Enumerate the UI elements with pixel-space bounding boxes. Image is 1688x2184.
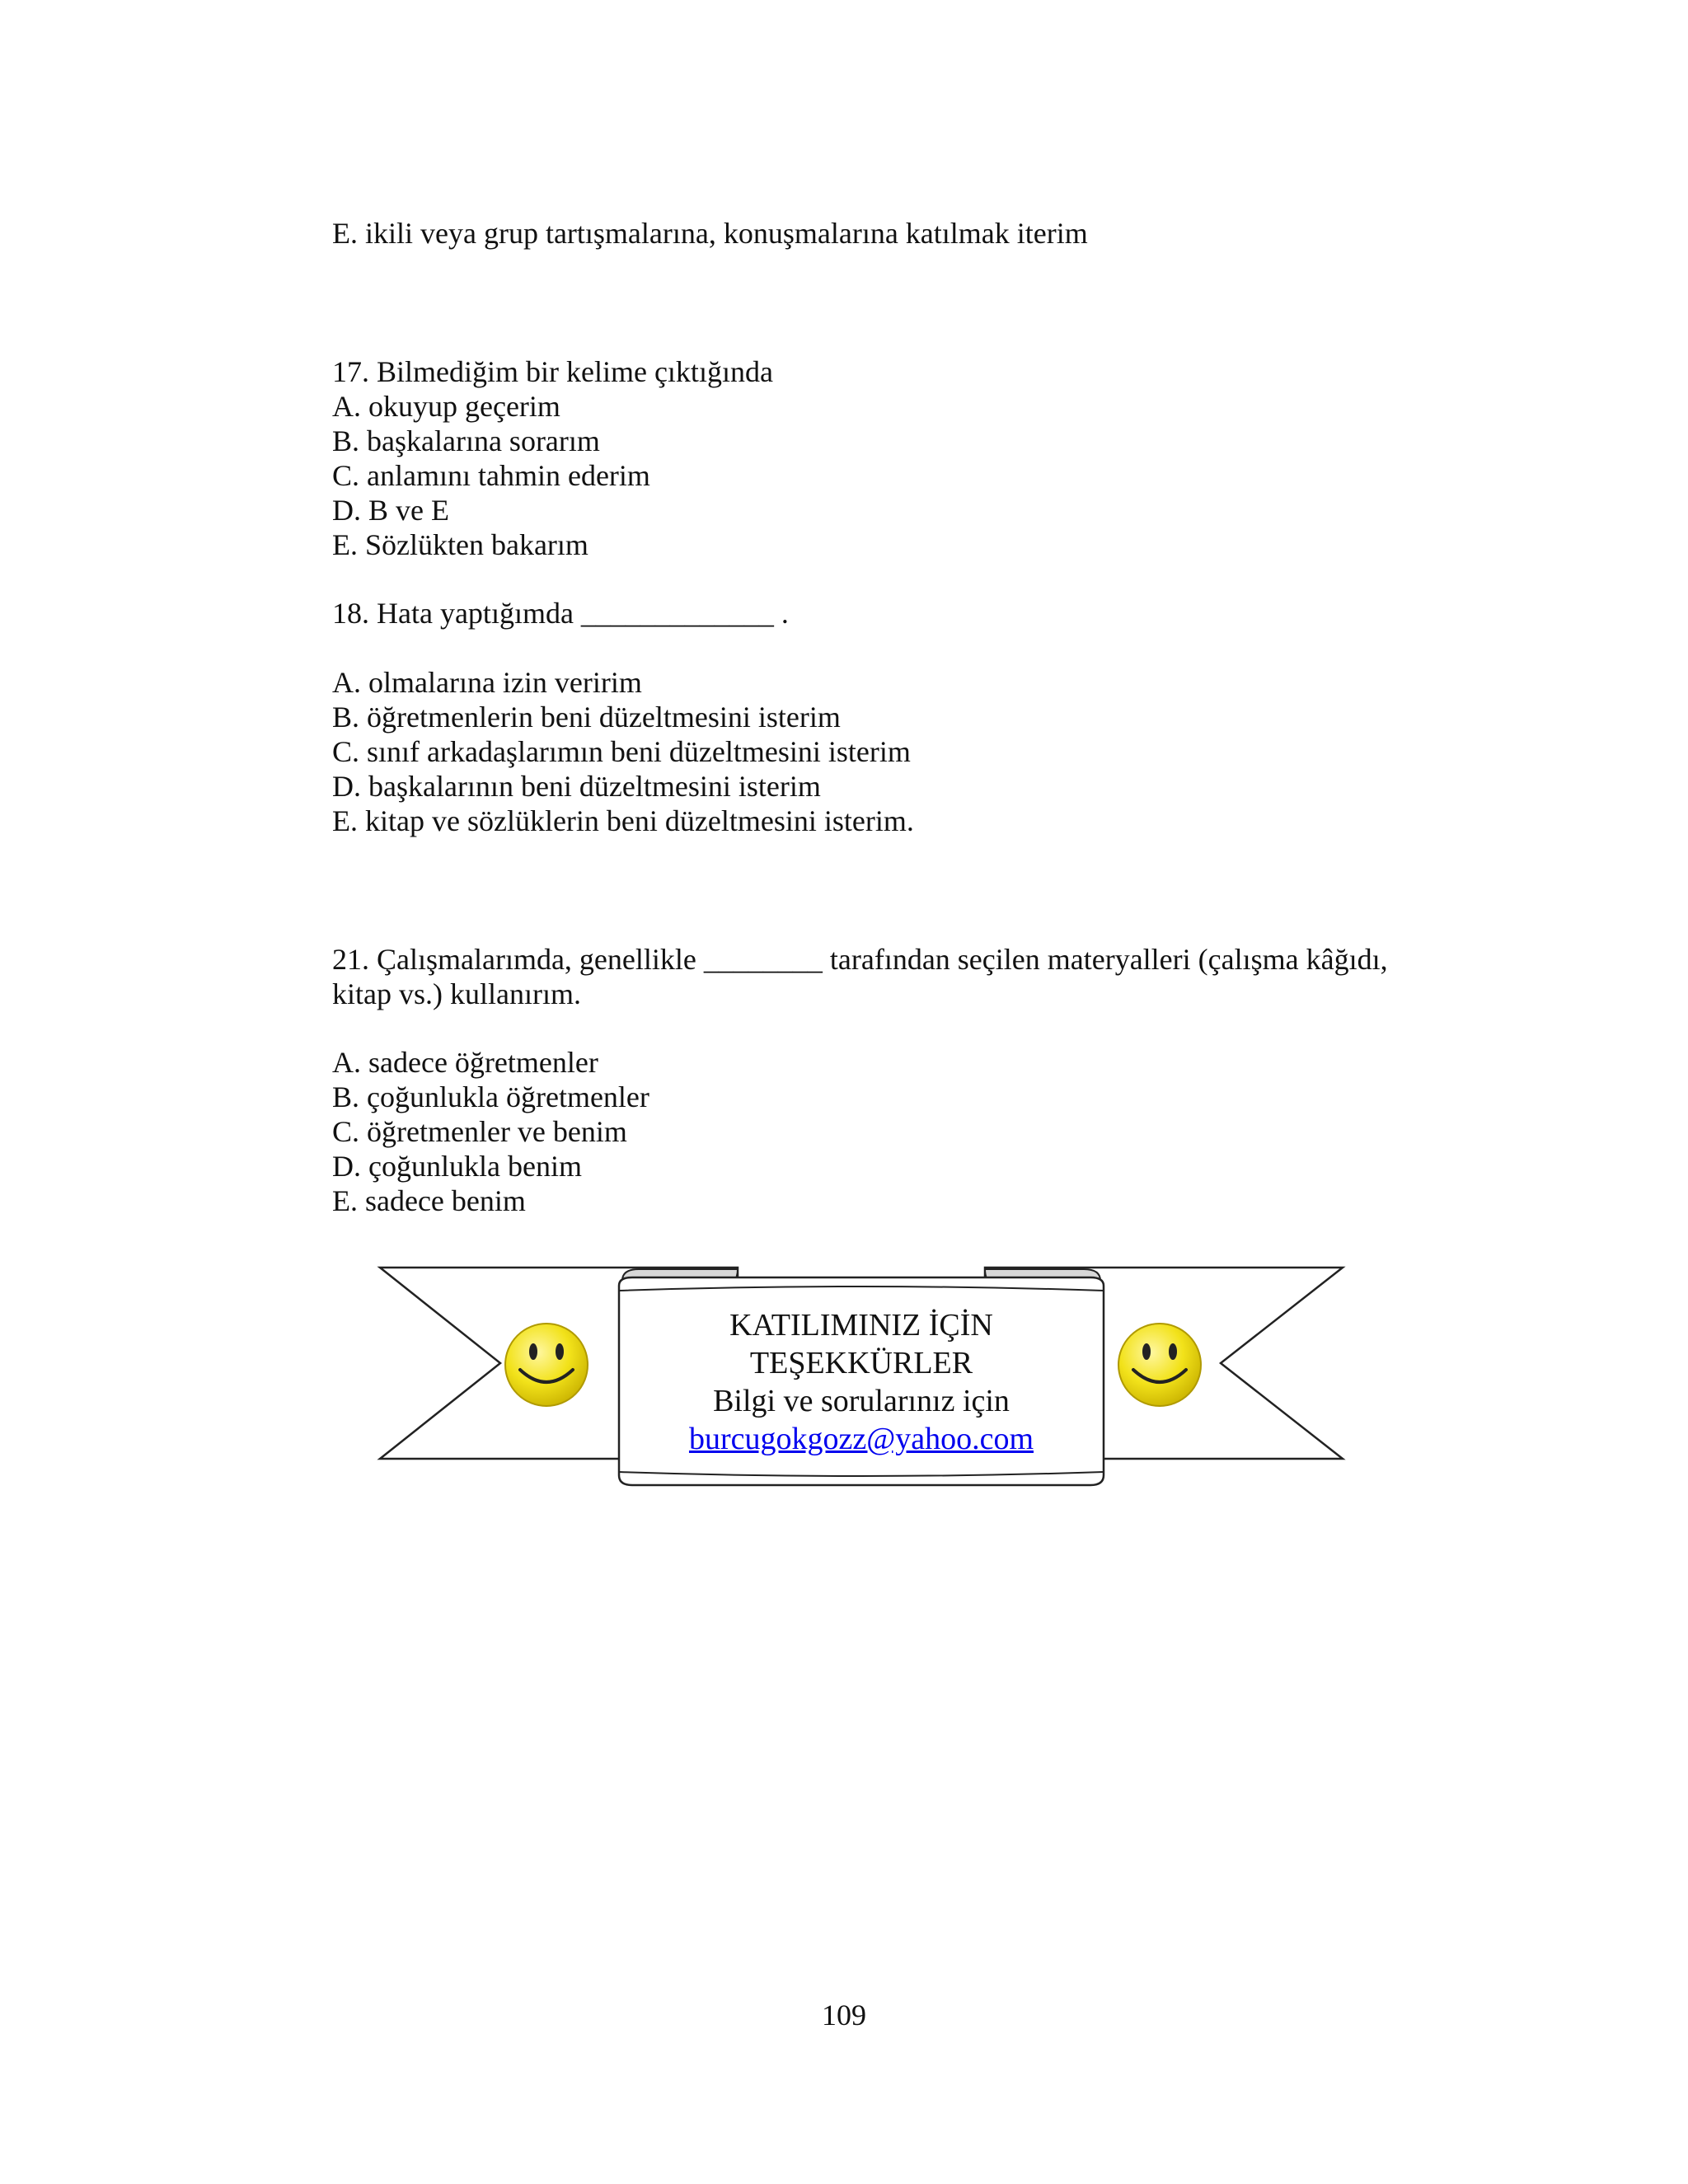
banner-line-3: Bilgi ve sorularınız için: [713, 1384, 1010, 1418]
q21-option-c: C. öğretmenler ve benim: [332, 1115, 627, 1148]
q16-option-e: E. ikili veya grup tartışmalarına, konuşmalarına katılmak iterim: [332, 217, 1088, 250]
q21-option-d: D. çoğunlukla benim: [332, 1150, 582, 1183]
q18-option-a: A. olmalarına izin veririm: [332, 666, 642, 699]
q17-option-c: C. anlamını tahmin ederim: [332, 459, 650, 492]
page-number: 109: [822, 1999, 866, 2032]
q17-option-b: B. başkalarına sorarım: [332, 424, 600, 457]
q21-option-e: E. sadece benim: [332, 1184, 526, 1217]
q21-option-a: A. sadece öğretmenler: [332, 1046, 598, 1079]
thank-you-banner: [375, 1261, 1348, 1492]
banner-line-1: KATILIMINIZ İÇİN: [729, 1308, 993, 1343]
smiley-face-icon: [505, 1324, 588, 1406]
q17-option-d: D. B ve E: [332, 494, 449, 527]
q18-option-c: C. sınıf arkadaşlarımın beni düzeltmesini isterim: [332, 735, 911, 768]
q17-question: 17. Bilmediğim bir kelime çıktığında: [332, 355, 773, 388]
q17-option-a: A. okuyup geçerim: [332, 390, 560, 423]
q21-question-line2: kitap vs.) kullanırım.: [332, 977, 581, 1010]
q21-question-line1: 21. Çalışmalarımda, genellikle ________ tarafından seçilen materyalleri (çalışma kâğıdı,: [332, 943, 1388, 976]
smiley-face-icon: [1118, 1324, 1201, 1406]
banner-text: [622, 1306, 1100, 1458]
q18-option-d: D. başkalarının beni düzeltmesini isterim: [332, 770, 821, 803]
banner-line-2: TEŞEKKÜRLER: [749, 1346, 973, 1380]
q18-option-b: B. öğretmenlerin beni düzeltmesini isterim: [332, 701, 841, 733]
q17-option-e: E. Sözlükten bakarım: [332, 528, 588, 561]
q21-option-b: B. çoğunlukla öğretmenler: [332, 1080, 649, 1113]
q18-question: 18. Hata yaptığımda _____________ .: [332, 597, 789, 630]
q18-option-e: E. kitap ve sözlüklerin beni düzeltmesini isterim.: [332, 804, 914, 837]
contact-email-link[interactable]: burcugokgozz@yahoo.com: [688, 1422, 1034, 1456]
